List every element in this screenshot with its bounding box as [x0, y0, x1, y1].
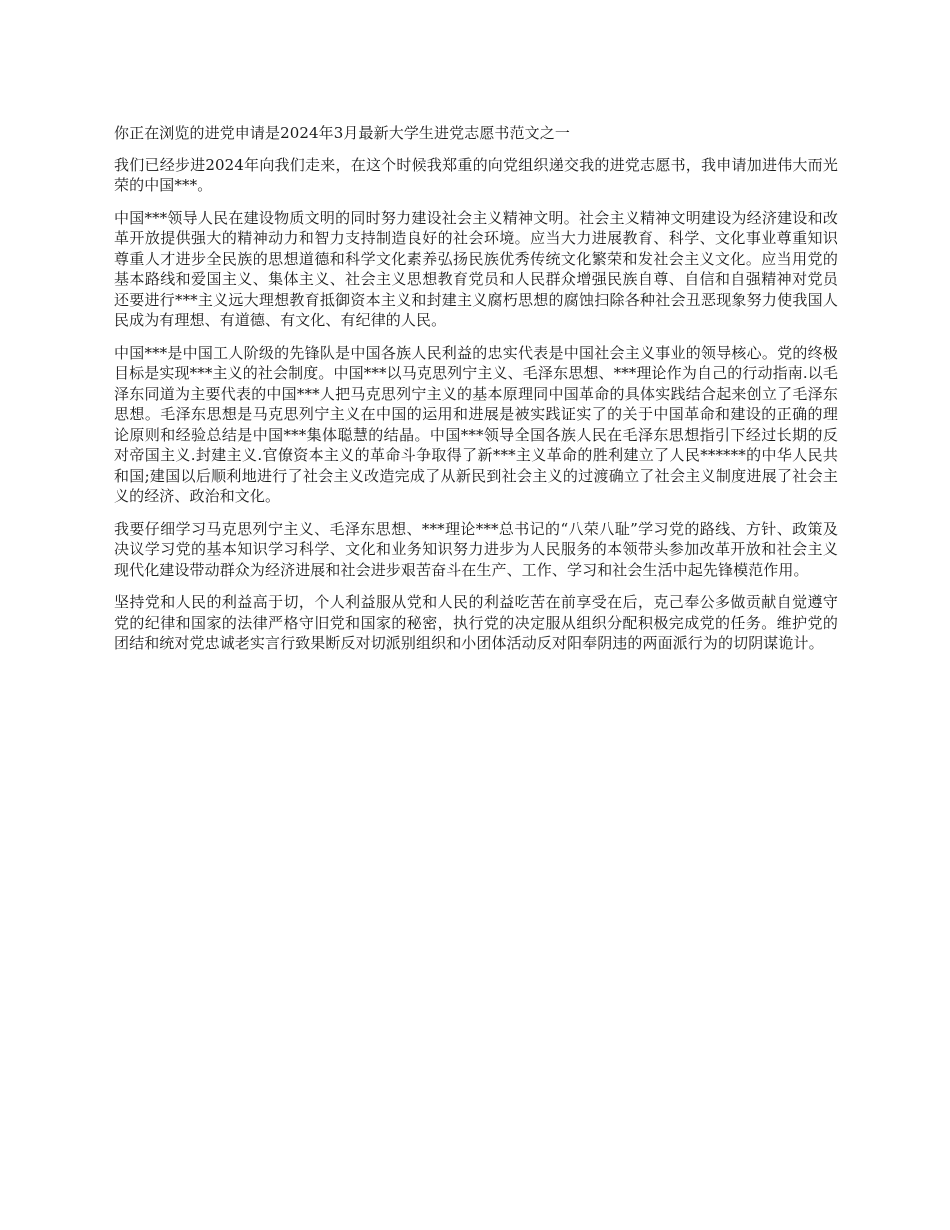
paragraph-4: 我要仔细学习马克思列宁主义、毛泽东思想、***理论***总书记的“八荣八耻”学习党的路线、方针、政策及决议学习党的基本知识学习科学、文化和业务知识努力进步为人民服务的本领带头参加改革开放和社会主义现代化建设带动群众为经济进展和社会进步艰苦奋斗在生产、工作、学习和社会生活中起先锋模范作用。 [114, 519, 838, 579]
paragraph-3: 中国***是中国工人阶级的先锋队是中国各族人民利益的忠实代表是中国社会主义事业的领导核心。党的终极目标是实现***主义的社会制度。中国***以马克思列宁主义、毛泽东思想、***理论作为自己的行动指南.以毛泽东同道为主要代表的中国***人把马克思列宁主义的基本原理同中国革命的具体实践结合起来创立了毛泽东思想。毛泽东思想是马克思列宁主义在中国的运用和进展是被实践证实了的关于中国革命和建设的正确的理论原则和经验总结是中国***集体聪慧的结晶。中国***领导全国各族人民在毛泽东思想指引下经过长期的反对帝国主义.封建主义.官僚资本主义的革命斗争取得了新***主义革命的胜利建立了人民******的中华人民共和国;建国以后顺利地进行了社会主义改造完成了从新民到社会主义的过渡确立了社会主义制度进展了社会主义的经济、政治和文化。 [114, 343, 838, 505]
paragraph-1: 我们已经步进2024年向我们走来，在这个时候我郑重的向党组织递交我的进党志愿书，我申请加进伟大而光荣的中国***。 [114, 155, 838, 194]
intro-line: 你正在浏览的进党申请是2024年3月最新大学生进党志愿书范文之一 [114, 124, 570, 142]
document-body [114, 123, 838, 666]
paragraph-5: 坚持党和人民的利益高于切，个人利益服从党和人民的利益吃苦在前享受在后，克己奉公多做贡献自觉遵守党的纪律和国家的法律严格守旧党和国家的秘密，执行党的决定服从组织分配积极完成党的任务。维护党的团结和统对党忠诚老实言行致果断反对切派别组织和小团体活动反对阳奉阴违的两面派行为的切阴谋诡计。 [114, 593, 838, 652]
paragraph-2: 中国***领导人民在建设物质文明的同时努力建设社会主义精神文明。社会主义精神文明建设为经济建设和改革开放提供强大的精神动力和智力支持制造良好的社会环境。应当大力进展教育、科学、文化事业尊重知识尊重人才进步全民族的思想道德和科学文化素养弘扬民族优秀传统文化繁荣和发社会主义文化。应当用党的基本路线和爱国主义、集体主义、社会主义思想教育党员和人民群众增强民族自尊、自信和自强精神对党员还要进行***主义远大理想教育抵御资本主义和封建主义腐朽思想的腐蚀扫除各种社会丑恶现象努力使我国人民成为有理想、有道德、有文化、有纪律的人民。 [114, 208, 838, 329]
